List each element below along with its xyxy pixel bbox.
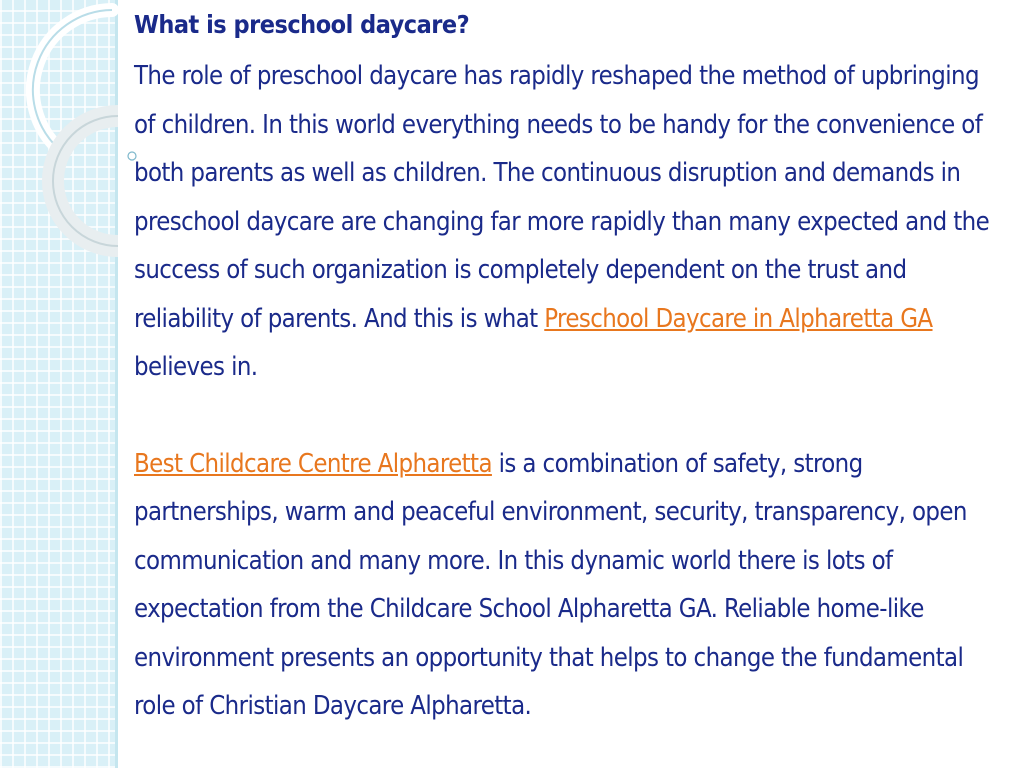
slide-content xyxy=(134,6,1004,731)
decorative-ring-inner xyxy=(53,116,118,246)
paragraph-intro-text: The role of preschool daycare has rapidly reshaped the method of upbringing of children. In this world everything needs to be handy for the convenience of both parents as well as children. The continuous disruption and demands in preschool daycare are changing far more rapidly than many expected and the success of such organization is completely dependent on the trust and reliability of parents. And this is what xyxy=(134,61,990,334)
paragraph-intro-tail: believes in. xyxy=(134,352,258,382)
link-best-childcare[interactable]: Best Childcare Centre Alpharetta xyxy=(134,448,492,479)
paragraph-intro xyxy=(134,52,1004,392)
link-preschool-daycare[interactable]: Preschool Daycare in Alpharetta GA xyxy=(544,303,933,334)
paragraph-childcare xyxy=(134,440,1004,731)
paragraph-childcare-text: is a combination of safety, strong partnerships, warm and peaceful environment, security, transparency, open communication and many more. In this dynamic world there is lots of expectation from the Childcare School Alpharetta GA. Reliable home-like environment presents an opportunity that helps to change the fundamental role of Christian Daycare Alpharetta. xyxy=(134,448,967,721)
page-title: What is preschool daycare? xyxy=(134,10,470,39)
